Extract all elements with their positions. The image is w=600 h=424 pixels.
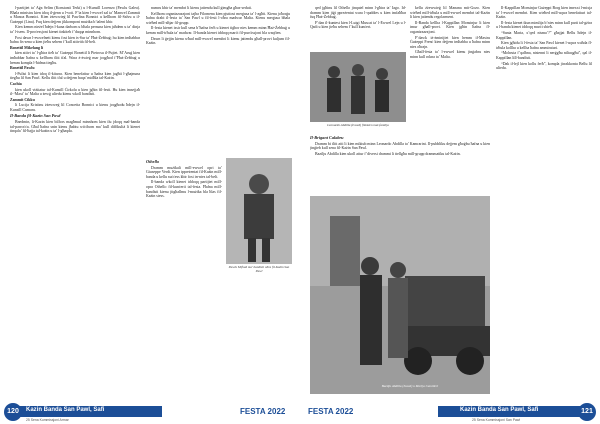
paragraph: l-Pulisi li kien idoq il-kitarra. Kien benefattur u ħafna kien jagħti l-għajnuna tiegħu lil San Pawl. Kellu tlitt tfal u dejjem baqa’ midħla tal-Każin.: [10, 71, 140, 81]
portrait-figure: [226, 158, 292, 264]
paragraph: Dawn li ġejjin kienu wħud mill-ewwel membri li kienu jattendu għall-provi kuljum fil-Każin.: [146, 36, 290, 46]
section-heading: Bonettil Pawlu: [10, 66, 35, 71]
left-column-1: [10, 6, 140, 398]
right-column-2: [410, 6, 490, 126]
paragraph: Il-festa kienet issir kull sena b’ħafna ferħ u kienet tiġbor nies kemm minn Ħaż-Żebbuġ u kemm mill-irħula ta’ madwar. Il-banda kienet iddoqq marċi fil-purċissjoni bla waqfien.: [146, 26, 290, 35]
photo-caption: Bazilju Abdilla (Iswed) u Marija Camilleri: [381, 384, 439, 388]
festa-label: FESTA 2022: [240, 407, 286, 416]
paragraph: Bazilju Abdilla kien ukoll attur f’diversi drammi li ttellgħu mill-grupp drammatiku tal-Każin.: [315, 151, 461, 156]
paragraph: Kien kemm nieżel ħdejn l-kuna darhom u bħala persuna kien jaħdem u ta’ dinja ta’ l-isem. Il-proċessjoni kienet tinkiteb f’daqqa minnhom.: [10, 25, 140, 34]
left-column-2-bottom: [146, 158, 222, 398]
paragraph: Għall-festa ta’ l-ewwel kienu jinġabru nies minn kull rokna ta’ Malta.: [410, 50, 490, 59]
section-heading: Zammit Cikku: [10, 97, 35, 102]
paragraph: l-partijiet ta’ Aġa Selim (Konstanti Terki) u l-Kunsill Lorenzo (Pawlu Galea). Bħala ministru kien idoq il-ġenn u l-voti. F’ta kien l-ewwel sal ta’ Manwel Zammit u Manoa Bonnici. Kien żżewwieġ lil Pawlina Bonnici u kellhom fil-Salvu u il-Ġużeppi (Lina). Fuq kien dejjem jikkomponi mużika b’talent kbir.: [10, 6, 140, 24]
paragraph: Bnedmin, li-Kazin kien bilfors magħmul minnhom kien ilu jdoqq mal-banda tal-parroċċa. Għal ħafna snin kienu jħabtu wiċċhom ma’ kull diffikultà li kienet tinqala’ fil-ħajja tal-każin u ta’ l-għaqda.: [10, 120, 140, 134]
paragraph: li Lucija Kristinu żżewweġ lil Concetta Bonnici u kienu joqgħodu ħdejn il-Kunsill Cumaru.: [10, 103, 140, 112]
right-column-1-bottom: [310, 134, 490, 194]
car-and-people-figure: [310, 196, 490, 394]
family-photo: [310, 52, 406, 122]
paragraph: Il-Kappillan Monsinjur Ġużeppi Borg kien imexxi l-mixja ta’ l-ewwel membri. Kien wieħed mill-aqwa benefatturi tal-Każin.: [496, 6, 592, 20]
section-heading: Cachia: [10, 81, 22, 86]
section-heading: Bonettil Mikelang li: [10, 45, 44, 50]
paragraph: Il-banda wkoll kienet iddoqq partijiet mill-opra Othello fil-kunċerti tal-festa. Ħafna mill-bandisti kienu jitgħallmu l-mużika bla ħlas fil-Każin stess.: [146, 180, 222, 199]
paragraph: Dramm bi tlitt atti li kien miktub minn Leonardo Abdilla ta’ Kamrarini. Il-pubbliku dejjem għoġbu ħafna u kien jinġieb kull sena fil-Każin San Pawl.: [310, 141, 490, 151]
right-page: [300, 0, 600, 424]
paragraph: Il-Banda kellha l-Kappillan Monsinjur li kien imur għall-provi. Kien jgħin ħafna fl-organizzazzjoni.: [410, 20, 490, 34]
section-heading: Il-Banda fil-Kazin San Pawl: [10, 113, 61, 119]
left-column-2-top: [146, 6, 290, 156]
paragraph: qed jgħinu lil Othello jinqatel minn l-għira ta’ Iago. Id-dramm kien jiġi ppreżentat wara l-quddies u kien imfaħħar fuq Ħaż-Żebbuġ.: [310, 6, 406, 20]
paragraph: F’dawk iż-żminijiet kien hemm il-Mastru Ġużeppi Frenċ kien dejjem imħabba u ħafna minn nies oħrajn.: [410, 35, 490, 49]
paragraph: “Santa Maria, x’qed nisma’?” għajjat Bellu ħdejn il-Kappillan.: [496, 30, 592, 40]
page-number: 121: [578, 403, 596, 421]
festa-label: FESTA 2022: [308, 407, 354, 416]
paragraph: “Mohruta f’qalbna, nistenni li nerġgħu niltaqgħu”, qal il-Kappillan lill-bandisti.: [496, 51, 592, 60]
right-column-1-top: [310, 6, 406, 50]
paragraph: F’dan il-kuntest kien l-Luigi Muscat ta’ l-Ewwel Lejn u l-Qadi u kien jieħu sehem f’kull kunċert.: [310, 20, 406, 30]
page-number: 120: [4, 403, 22, 421]
band-name: Kazin Banda San Pawl, Safi: [26, 407, 105, 413]
paragraph: kien attivi ta’ l-għira tieħ ta’ Gużeppi Bonettil li Pietrosu il-Pujiet. M’Aruġ kien imħabbar ħafna u kellhom tlitt tfal. Wara ż-żwieġ mar joqgħod f’Ħaż-Żebbuġ u hemm kompla l-ħidma tiegħu.: [10, 51, 140, 65]
footer-subtitle: 25 Sena Kummissjoni San Pawl: [472, 418, 521, 422]
family-group-figure: [310, 52, 406, 122]
band-name: Kazin Banda San Pawl, Safi: [460, 407, 539, 413]
vintage-car-photo: [310, 196, 490, 394]
paragraph: Kien jgħidu li l-festa ta’ San Pawl kienet l-aqwa waħda fl-irħula kollha u kellha ħafna ammiraturi.: [496, 41, 592, 50]
photo-caption: Pawlu Mifsud ma’ bandisti oħra fil-Każin San Pawl: [228, 265, 290, 273]
paragraph: kellu żżewwieġ lil Manana mit-Gozo. Kien wieħed mill-irħula u mill-ewwel membri tal-Każin li kien jattendu regolarment.: [410, 6, 490, 20]
paragraph: kien ukoll viżitatur tal-Kunsill Ċirkolu u kien jgħin fil-festi. Hu kien imsejjaħ il-‘Maxi’ ta’ Malta u żewġ uliedu kienu wkoll bandisti.: [10, 87, 140, 97]
portrait-photo: [226, 158, 292, 264]
paragraph: Dramm mużikali mill-ewwel opri ta’ Giuseppe Verdi. Kien ippreżentat fil-Każin mill-banda u kellu suċċess kbir fost in-nies tal-belt.: [146, 165, 222, 179]
left-footer: [0, 403, 300, 421]
right-footer: [300, 403, 600, 421]
paragraph: “Dak il-lejl kien kollu ferħ”, kompla jirrakkonta Bellu lil uliedu.: [496, 61, 592, 71]
right-column-3: [496, 6, 592, 398]
section-heading: Othello: [146, 159, 160, 164]
section-heading: Il-Brigant Calabru: [310, 135, 344, 140]
paragraph: Il-festa kienet tkun mimlija b’nies minn kull parti tal-gżira u l-banda kienet iddoqq marċi sbieħ.: [496, 20, 592, 30]
paragraph: Kellhom organizzazzjoni tajba Filomena kien pjuttost meqjusa ta’ l-agħti. Kienu joħorġu ħafna drabi il-festa ta’ San Pawl u fil-festi l-oħra madwar Malta. Kienu meqjusa bħala wieħed mill-aħjar fil-grupp.: [146, 11, 290, 25]
paragraph: Fost dawn l-ewwelnett kienu fost kien is-Sur ta’ Ħaż-Żebbuġ; hu kien imħabbar ħafna fis-sena u kien jieħu sehem f’kull attività fil-belt.: [10, 35, 140, 45]
photo-caption: Leonardo Abdilla (Iswed) flimkien mal-familja: [327, 123, 389, 127]
footer-subtitle: 25 Sena Kummissjoni Armar: [26, 418, 69, 422]
paragraph: numru kbir ta’ membri li kienu jattendu kull ġimgħa għas-seduti.: [151, 6, 252, 10]
